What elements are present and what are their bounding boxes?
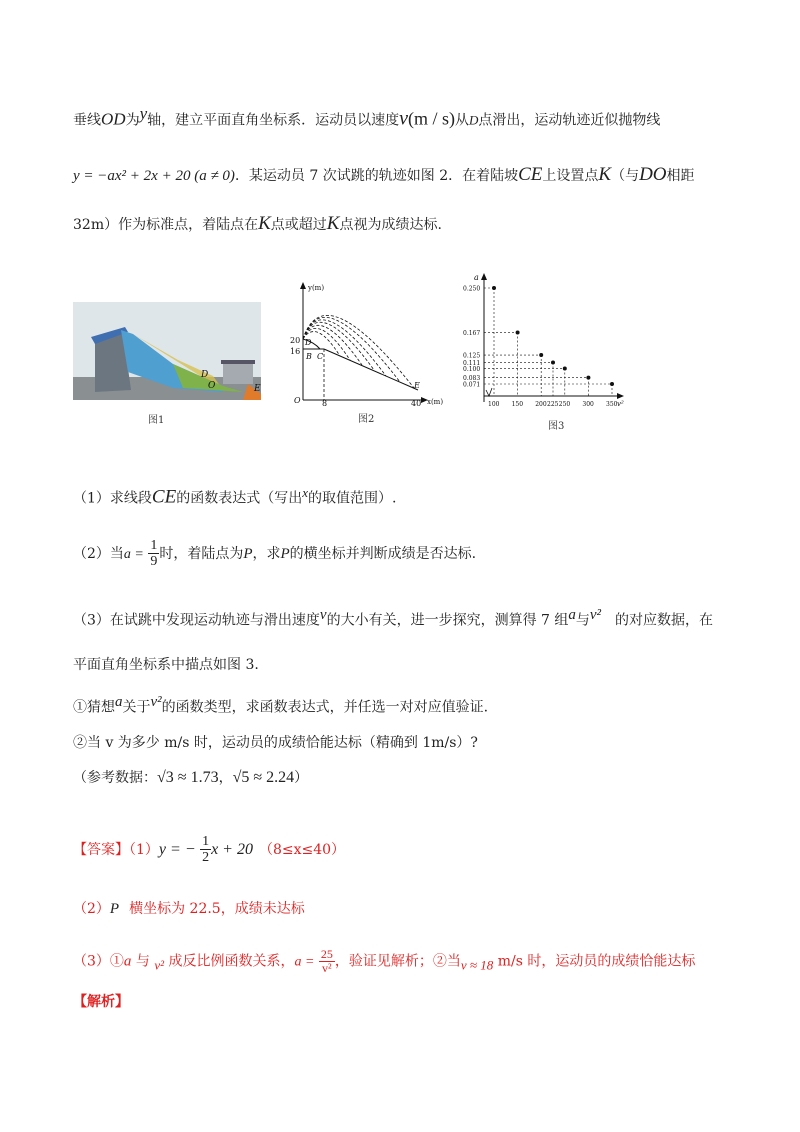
math-v2: v²	[154, 957, 164, 973]
text: 成反比例函数关系，	[164, 953, 295, 970]
denominator: 2	[202, 850, 210, 866]
math-v: v	[399, 107, 408, 130]
answer-label: 【答案】	[73, 841, 129, 858]
a-tick-label: 0.083	[463, 375, 481, 383]
math-unit: (m / s)	[408, 108, 455, 129]
text: （3）①	[73, 953, 124, 970]
math-p: P	[109, 901, 120, 917]
fig1-label-o: O	[208, 381, 216, 391]
trajectory-diagram	[286, 282, 448, 406]
ref-sqrt5: √5 ≈ 2.24	[232, 769, 295, 786]
math-a: a	[568, 607, 576, 623]
v2-axis-arrow-icon	[617, 393, 624, 399]
data-point	[492, 286, 496, 290]
data-point	[586, 376, 590, 380]
data-point	[539, 353, 543, 357]
numerator: 1	[202, 834, 210, 849]
text: 点滑出，运动轨迹近似抛物线	[478, 112, 661, 129]
math-k: K	[598, 164, 612, 185]
text: 垂线	[73, 112, 101, 129]
a-tick-label: 0.167	[463, 330, 481, 338]
math-a: a	[115, 694, 123, 710]
math-y: y	[139, 104, 148, 123]
a-tick-label: 0.100	[463, 365, 481, 373]
fig1-caption: 图1	[148, 415, 165, 426]
fraction-one-ninth	[148, 538, 159, 570]
a-axis-label: a	[474, 273, 479, 282]
text: 的大小有关，进一步探究，测算得 7 组	[326, 612, 569, 629]
origin-label: O	[294, 396, 301, 405]
v2-tick-label: 250	[558, 401, 571, 408]
math-od: OD	[101, 109, 126, 129]
text: ①猜想	[73, 699, 115, 716]
text: 的横坐标并判断成绩是否达标.	[289, 545, 477, 562]
point-b-label: B	[306, 352, 312, 361]
text: 的对应数据，在	[615, 612, 714, 629]
answer-1	[73, 834, 345, 866]
domain-range: （8≤x≤40）	[258, 841, 346, 858]
fraction-25-v2	[319, 948, 335, 975]
denominator: 9	[150, 554, 158, 570]
data-point	[551, 361, 555, 365]
text: 横坐标为 22.5，成绩未达标	[129, 901, 305, 917]
text: 与	[575, 612, 590, 629]
math-expr: x + 20	[211, 840, 253, 858]
text: ，	[218, 770, 233, 786]
text: 点或超过	[270, 217, 327, 233]
answer-2	[73, 900, 305, 918]
x-tick-40: 40	[411, 399, 422, 406]
x-axis-label: x(m)	[427, 398, 444, 406]
math-a: a =	[123, 546, 144, 562]
text: 平面直角坐标系中描点如图 3.	[73, 657, 259, 673]
v2-tick-label: 300	[582, 401, 594, 408]
fig1-label-d: D	[201, 370, 209, 380]
math-ce: CE	[518, 164, 543, 185]
ski-jump-photo	[73, 302, 261, 400]
text: （与	[611, 168, 640, 184]
text: 的函数表达式（写出	[176, 490, 303, 507]
answer-3	[73, 948, 695, 975]
text: 为	[125, 112, 140, 129]
figure-3-scatter	[462, 272, 632, 412]
math-ce: CE	[151, 486, 177, 508]
a-tick-label: 0.250	[463, 285, 481, 293]
text: 从	[455, 112, 469, 129]
text: ，求	[252, 545, 281, 562]
text: 的函数类型，求函数表达式，并任选一对对应值验证.	[161, 699, 489, 716]
a-tick-label: 0.071	[463, 381, 481, 389]
text: 轴，建立平面直角坐标系．运动员以速度	[147, 112, 400, 129]
text: 32m）作为标准点，着陆点在	[73, 217, 259, 233]
text: （1）求线段	[73, 490, 152, 507]
data-point	[563, 366, 567, 370]
math-expr: y = −	[158, 840, 196, 858]
y-tick-20: 20	[290, 336, 301, 345]
math-d: D	[469, 112, 479, 128]
a-tick-label: 0.125	[463, 352, 481, 360]
text: （2）	[73, 901, 110, 917]
question-2	[73, 538, 476, 570]
math-do: DO	[639, 164, 667, 185]
math-k: K	[258, 213, 271, 234]
text: 的取值范围）.	[307, 490, 397, 507]
text: ②当 v 为多少 m/s 时，运动员的成绩恰能达标（精确到 1m/s）?	[73, 735, 478, 751]
v2-tick-label: 100	[488, 401, 500, 408]
text: （参考数据：	[73, 770, 157, 786]
y-tick-16: 16	[290, 347, 301, 356]
problem-line-1	[73, 104, 660, 131]
figure-1-photo	[73, 302, 261, 400]
a-axis-arrow-icon	[481, 273, 487, 280]
math-a-eq: a =	[294, 954, 315, 970]
problem-line-3	[73, 213, 442, 236]
text: ，验证见解析；②当	[334, 953, 461, 970]
a-tick-label: 0.111	[463, 360, 481, 368]
text: ．某运动员 7 次试跳的轨迹如图 2．在着陆坡	[234, 168, 519, 184]
fig2-caption: 图2	[358, 414, 375, 425]
numerator: 1	[150, 538, 158, 553]
y-axis-arrow-icon	[300, 282, 306, 289]
point-c-label: C	[317, 352, 324, 361]
question-1	[73, 485, 396, 509]
math-v-approx: v ≈ 18	[460, 957, 494, 973]
math-v2: v²	[150, 694, 162, 710]
text: 相距	[666, 168, 695, 184]
text: （1）	[129, 841, 159, 858]
axis-break-icon	[486, 388, 492, 396]
figure-2-trajectories	[286, 282, 448, 406]
fraction-one-half	[200, 834, 211, 866]
v2-tick-label: 150	[511, 401, 524, 408]
math-v: v	[319, 607, 327, 623]
math-x: x	[302, 485, 308, 500]
math-p: P	[280, 545, 290, 562]
fig3-caption: 图3	[548, 421, 565, 432]
text: 与	[131, 953, 155, 970]
question-3-line-3	[73, 693, 488, 716]
problem-line-2	[73, 164, 695, 187]
text: 关于	[122, 699, 151, 716]
text: m/s 时，运动员的成绩恰能达标	[493, 953, 696, 970]
reference-data	[73, 768, 308, 787]
scatter-chart	[462, 272, 632, 412]
text: （3）在试跳中发现运动轨迹与滑出速度	[73, 612, 320, 629]
numerator: 25	[320, 947, 333, 961]
parabola-equation: y = −ax² + 2x + 20 (a ≠ 0)	[73, 168, 235, 184]
math-k: K	[326, 213, 340, 234]
v2-axis-label: v²	[617, 400, 624, 408]
v2-tick-label: 200	[535, 401, 547, 408]
data-point	[610, 382, 614, 386]
point-e-label: E	[414, 381, 420, 390]
math-p: P	[243, 545, 253, 562]
text: （2）当	[73, 545, 124, 562]
question-3-line-1	[73, 606, 713, 629]
question-3-line-2	[73, 657, 259, 674]
denominator: v²	[322, 961, 332, 976]
question-3-line-4	[73, 735, 478, 752]
math-a: a	[123, 953, 132, 970]
y-axis-label: y(m)	[308, 284, 325, 292]
text: ）	[294, 770, 309, 786]
v2-tick-label: 225	[547, 401, 559, 408]
point-d-label: D	[305, 338, 312, 347]
text: 上设置点	[542, 168, 599, 184]
text: 时，着陆点为	[159, 545, 244, 562]
math-v2: v²	[589, 607, 602, 623]
fig1-label-e: E	[254, 384, 261, 394]
text: 点视为成绩达标.	[339, 217, 442, 233]
x-tick-8: 8	[322, 399, 328, 406]
ref-sqrt3: √3 ≈ 1.73	[157, 769, 219, 786]
data-point	[516, 331, 520, 335]
v2-tick-label: 350	[606, 401, 618, 408]
landing-slope-ce	[324, 349, 418, 390]
analysis-label: 【解析】	[73, 994, 129, 1010]
